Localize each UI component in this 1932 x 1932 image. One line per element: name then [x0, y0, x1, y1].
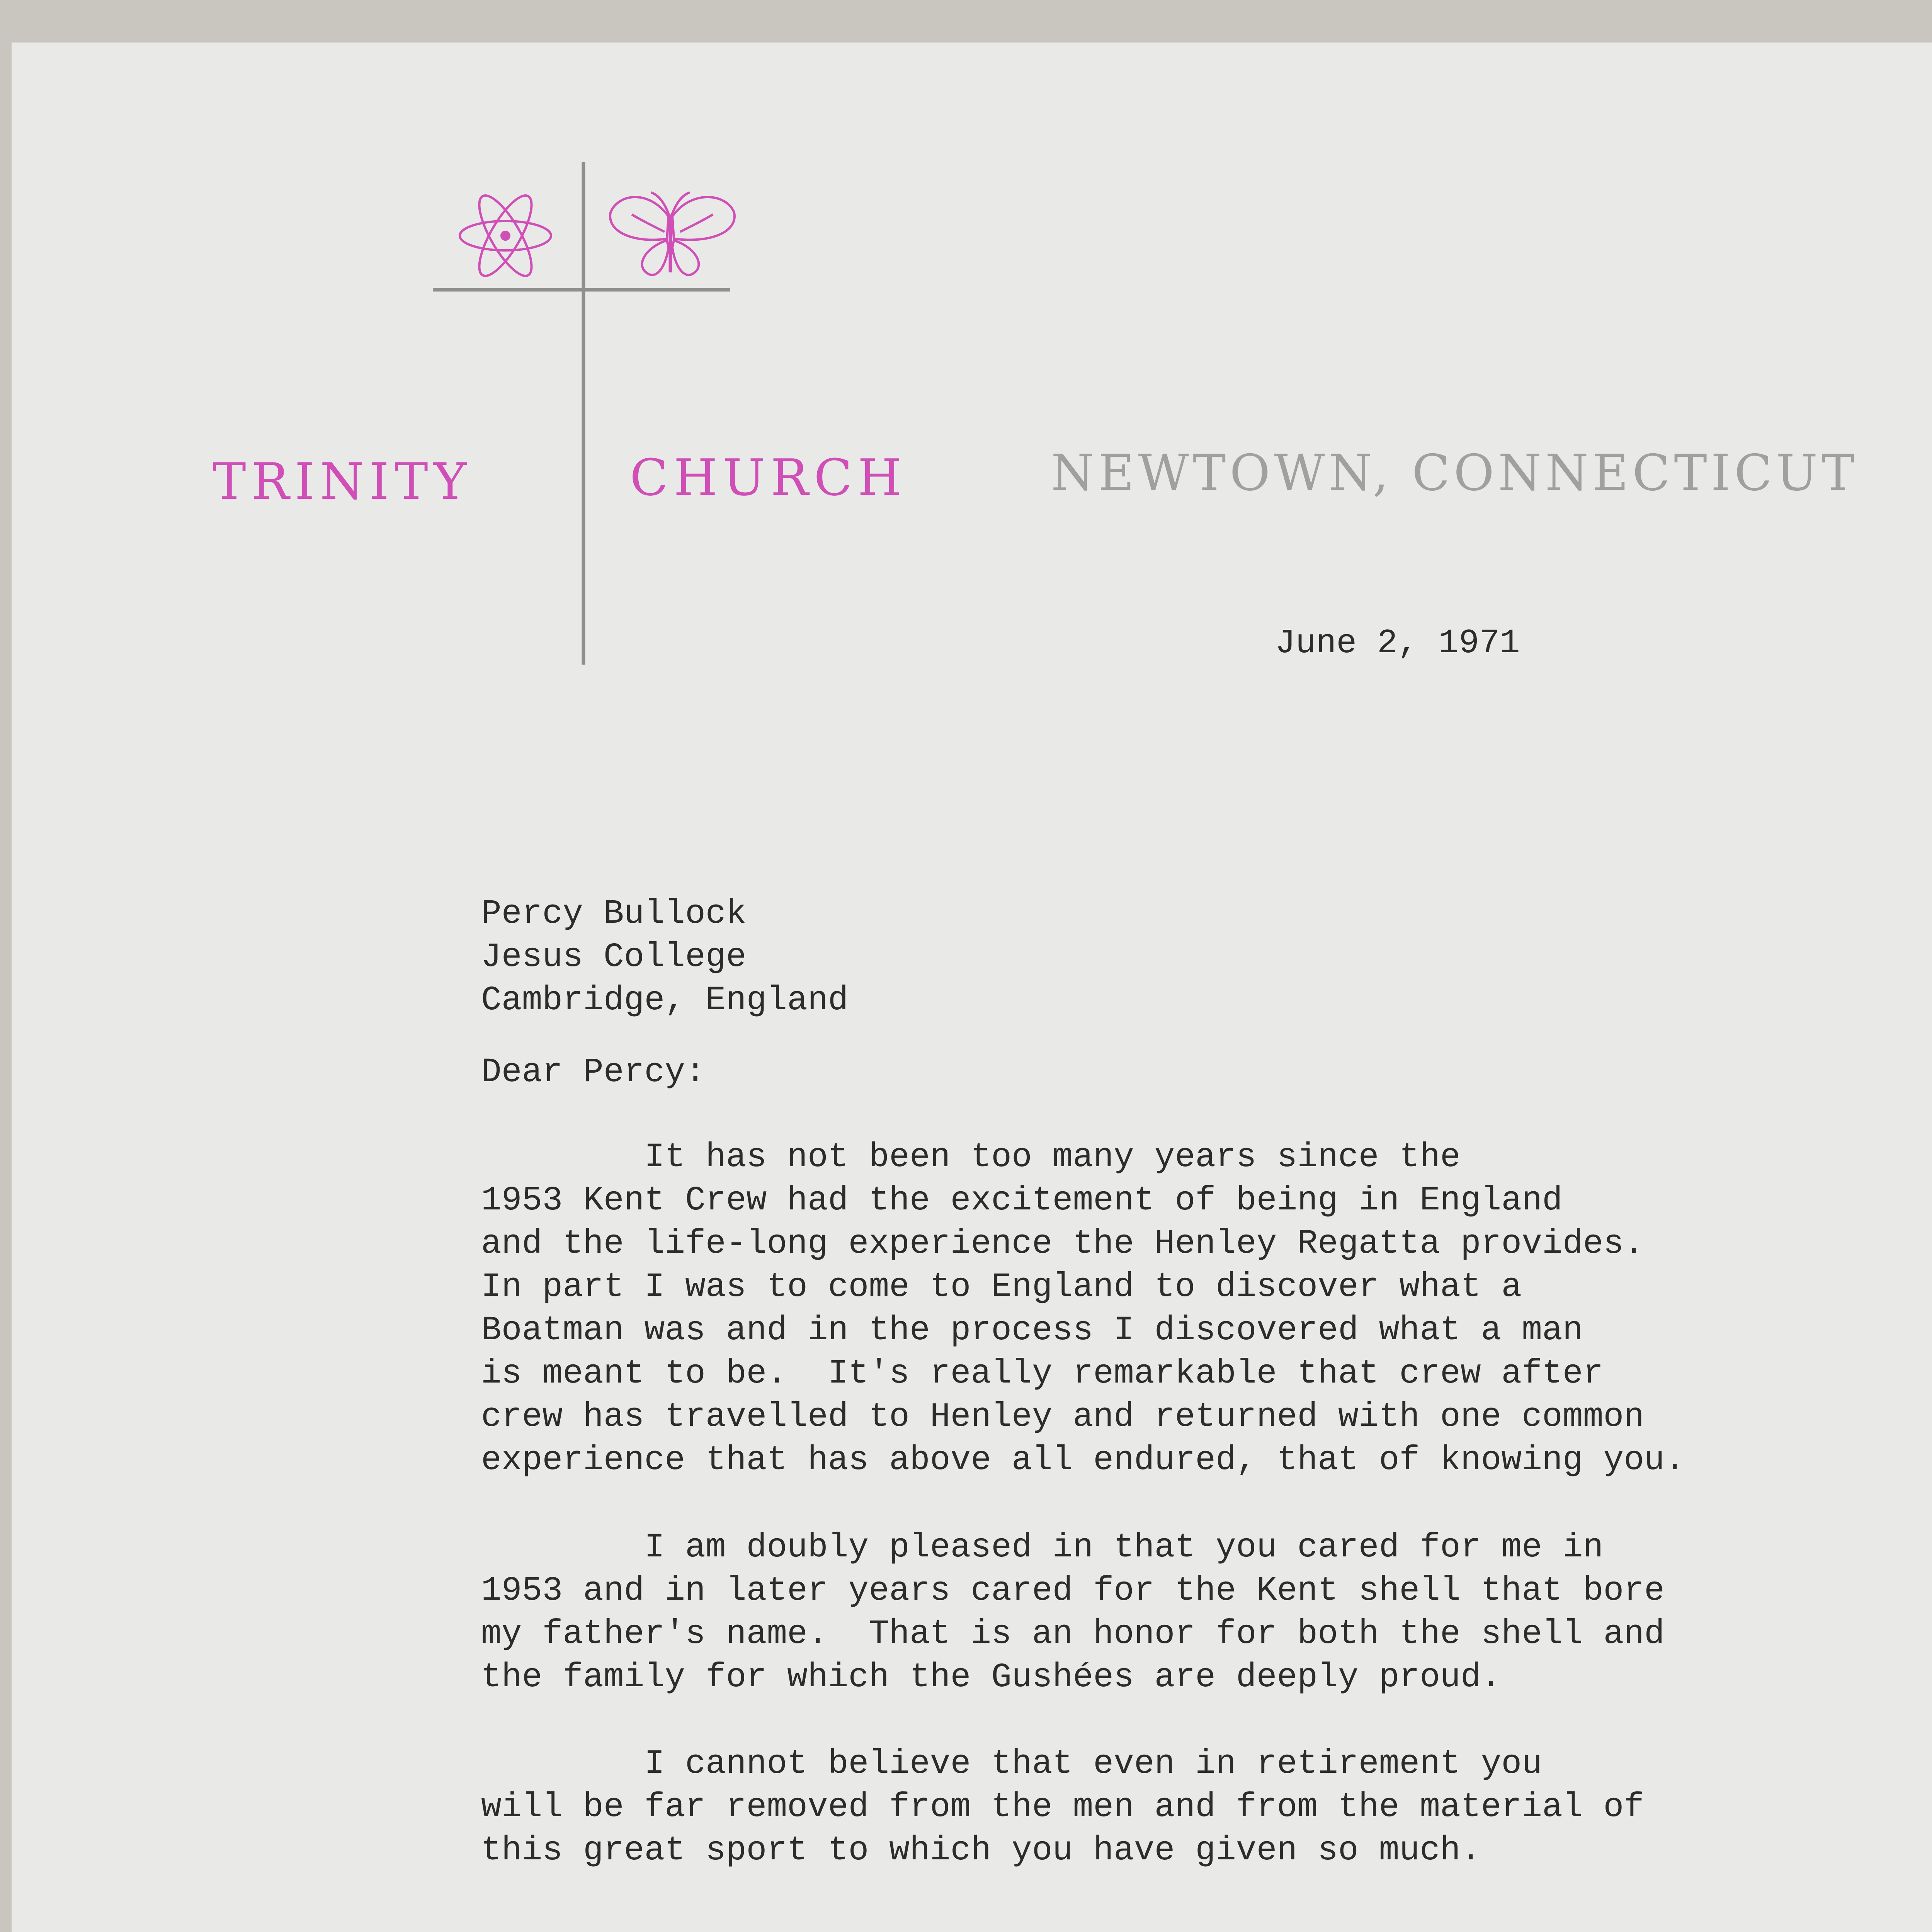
address-line: Jesus College [481, 938, 747, 976]
paragraph-line: will be far removed from the men and from the material of [481, 1788, 1645, 1827]
paragraph-line: crew has travelled to Henley and returned with one common [481, 1398, 1645, 1436]
paragraph-line: It has not been too many years since the [481, 1138, 1461, 1177]
paragraph-line: is meant to be. It's really remarkable that crew after [481, 1355, 1604, 1393]
paragraph-line: Boatman was and in the process I discovered what a man [481, 1311, 1583, 1350]
paragraph-line: this great sport to which you have given so much. [481, 1832, 1481, 1870]
paragraph-2 [481, 1526, 1665, 1699]
letterhead-emblem [417, 120, 757, 668]
recipient-address [481, 893, 849, 1022]
paragraph-line: I am doubly pleased in that you cared for me in [481, 1529, 1604, 1567]
paragraph-line: the family for which the Gushées are deeply proud. [481, 1658, 1502, 1697]
letter-sheet [12, 43, 1932, 1932]
address-line: Percy Bullock [481, 895, 747, 933]
letterhead-name-right: CHURCH [630, 448, 907, 507]
paragraph-line: 1953 and in later years cared for the Kent shell that bore [481, 1572, 1665, 1610]
paragraph-line: my father's name. That is an honor for both the shell and [481, 1615, 1665, 1653]
letterhead-location: NEWTOWN, CONNECTICUT [1051, 444, 1859, 502]
address-line: Cambridge, England [481, 981, 849, 1020]
salutation: Dear Percy: [481, 1053, 706, 1092]
letterhead-name-left: TRINITY [213, 452, 472, 511]
paragraph-1 [481, 1136, 1685, 1482]
paragraph-line: I cannot believe that even in retirement you [481, 1745, 1543, 1783]
paragraph-line: experience that has above all endured, that of knowing you. [481, 1441, 1685, 1480]
letter-date: June 2, 1971 [1275, 624, 1520, 663]
paragraph-3 [481, 1743, 1644, 1872]
atom-icon [460, 189, 551, 282]
paragraph-line: In part I was to come to England to discover what a [481, 1268, 1522, 1306]
butterfly-icon [610, 192, 735, 275]
paragraph-line: 1953 Kent Crew had the excitement of being in England [481, 1182, 1563, 1220]
paragraph-line: and the life-long experience the Henley Regatta provides. [481, 1225, 1645, 1263]
